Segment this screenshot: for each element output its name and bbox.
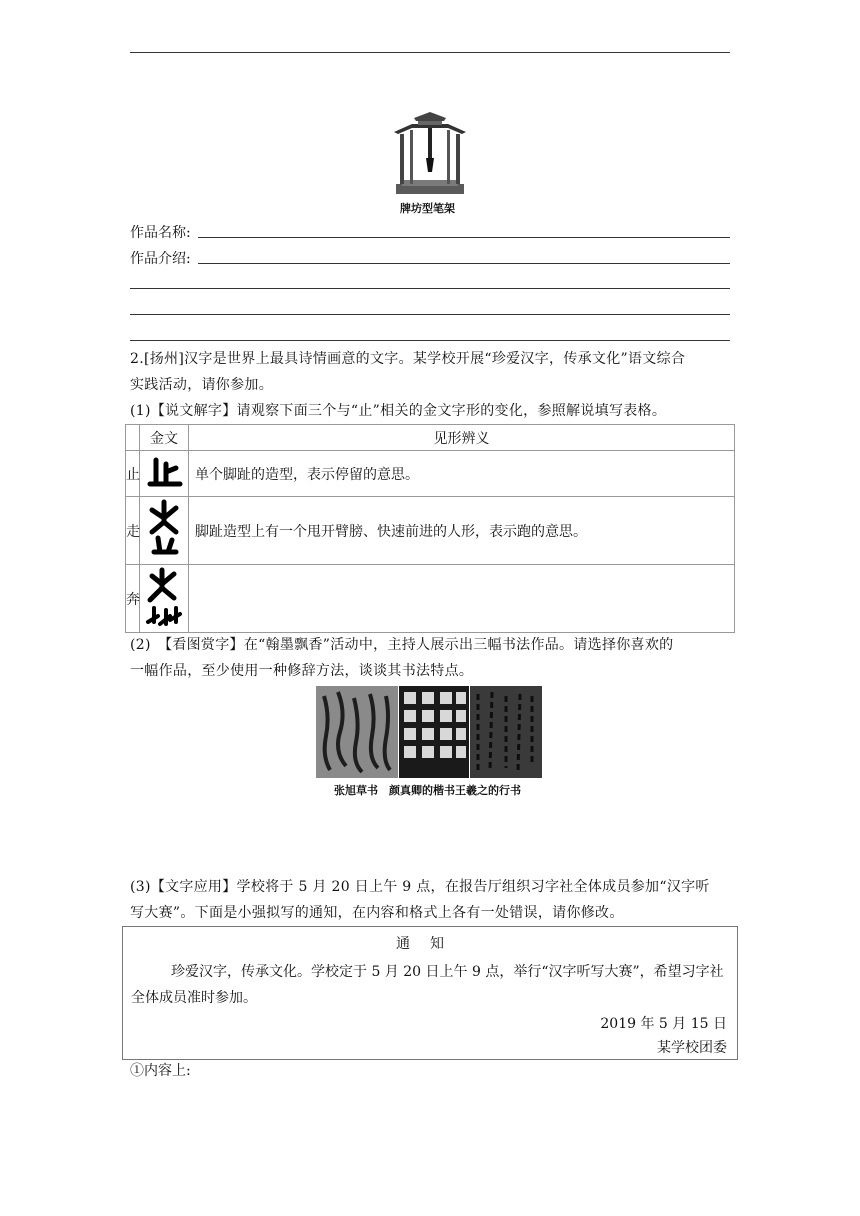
row-desc: 脚趾造型上有一个甩开臂膀、快速前进的人形，表示跑的意思。 — [189, 497, 735, 565]
work-intro-label: 作品介绍: — [130, 251, 191, 267]
q2-intro-line1: 2.[扬州]汉字是世界上最具诗情画意的文字。某学校开展“珍爱汉字，传承文化”语文综合 — [130, 351, 686, 367]
q2-part1: (1)【说文解字】请观察下面三个与“止”相关的金文字形的变化，参照解说填写表格。 — [130, 403, 667, 419]
jinwen-glyph-cell — [140, 497, 189, 565]
jinwen-glyph-cell — [140, 565, 189, 633]
figure-caption: 牌坊型笔架 — [400, 202, 455, 215]
notice-date: 2019 年 5 月 15 日 — [600, 1016, 727, 1032]
answer1-label: ①内容上: — [130, 1063, 191, 1079]
q2-part2-line2: 一幅作品，至少使用一种修辞方法，谈谈其书法特点。 — [130, 663, 474, 679]
calligraphy-samples — [316, 686, 542, 778]
brush-stand-illustration — [392, 110, 468, 198]
q2-part2-line1: (2) 【看图赏字】在“翰墨飘香”活动中，主持人展示出三幅书法作品。请选择你喜欢的 — [130, 637, 674, 653]
header-rule — [130, 52, 730, 53]
jinwen-zhi-glyph — [144, 454, 184, 490]
notice-org: 某学校团委 — [657, 1040, 727, 1056]
row-desc: 单个脚趾的造型，表示停留的意思。 — [189, 451, 735, 497]
answer-line[interactable] — [130, 340, 730, 341]
notice-body: 珍爱汉字，传承文化。学校定于 5 月 20 日上午 9 点，举行“汉字听写大赛”，希望习字社全体成员准时参加。 — [131, 964, 724, 1006]
table-header-cell: 金文 — [140, 425, 189, 451]
table-row — [126, 565, 735, 633]
table-header-cell — [126, 425, 140, 451]
table-header-cell: 见形辨义 — [189, 425, 735, 451]
q2-intro-line2: 实践活动，请你参加。 — [130, 377, 273, 393]
jinwen-glyph-cell — [140, 451, 189, 497]
notice-box — [122, 926, 738, 1060]
answer-line[interactable] — [130, 288, 730, 289]
q2-part3-line1: (3)【文字应用】学校将于 5 月 20 日上午 9 点，在报告厅组织习字社全体成员参加“汉字听 — [130, 879, 710, 895]
work-name-label: 作品名称: — [130, 225, 191, 241]
jinwen-ben-glyph — [144, 566, 184, 628]
work-name-line[interactable] — [198, 237, 730, 238]
row-char: 走 — [126, 497, 140, 565]
table-header-row — [126, 425, 735, 451]
calligraphy-caption: 张旭草书 颜真卿的楷书王羲之的行书 — [334, 784, 521, 797]
row-desc-blank[interactable] — [189, 565, 735, 633]
q2-part3-line2: 写大赛”。下面是小强拟写的通知，在内容和格式上各有一处错误，请你修改。 — [130, 905, 624, 921]
work-intro-line[interactable] — [198, 263, 730, 264]
answer-line[interactable] — [130, 314, 730, 315]
row-char: 奔 — [126, 565, 140, 633]
row-char: 止 — [126, 451, 140, 497]
table-row — [126, 451, 735, 497]
notice-title: 通知 — [396, 936, 464, 952]
jinwen-table — [125, 424, 735, 633]
jinwen-zou-glyph — [144, 498, 184, 560]
table-row — [126, 497, 735, 565]
